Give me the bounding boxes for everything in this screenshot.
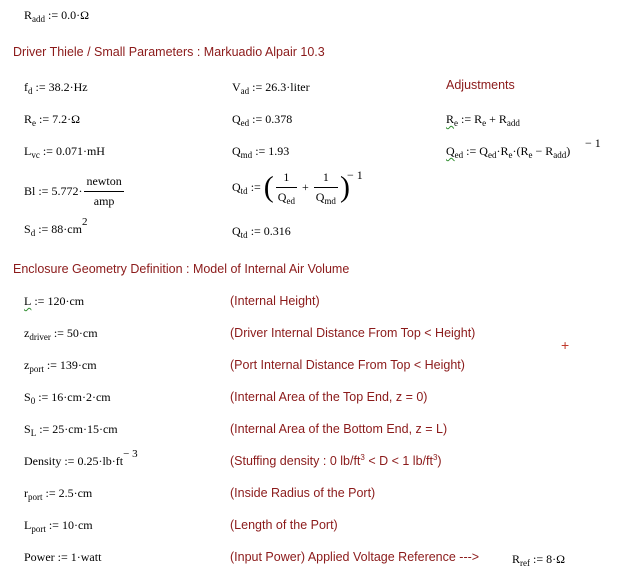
adjustments-heading: Adjustments [446,78,515,92]
re-adjustment[interactable]: $R_e$ := $R_e + R_{add}$ [446,112,520,128]
s0-comment: (Internal Area of the Top End, z = 0) [230,390,428,404]
s0-definition[interactable]: $S_0$ := 16·cm·2·cm [24,390,111,406]
height-definition[interactable]: L := 120·cm [24,294,85,308]
zport-definition[interactable]: $z_{port}$ := 139·cm [24,358,97,374]
sl-comment: (Internal Area of the Bottom End, z = L) [230,422,448,436]
driver-section-heading: Driver Thiele / Small Parameters : Markuadio Alpair 10.3 [13,45,325,59]
sl-definition[interactable]: $S_L$ := 25·cm·15·cm [24,422,118,438]
zport-comment: (Port Internal Distance From Top < Height) [230,358,465,372]
radd-definition[interactable]: $R_{add}$ := 0.0·Ω [24,8,90,24]
qmd-definition[interactable]: $Q_{md}$ := 1.93 [232,144,290,160]
density-comment: (Stuffing density : 0 $lb/ft^3 < D < 1$ $lb/ft^3$) [230,453,442,468]
qtd-definition[interactable]: $Q_{td}$ := 0.316 [232,224,291,240]
enclosure-section-heading: Enclosure Geometry Definition : Model of Internal Air Volume [13,262,350,276]
bl-unit-fraction: $\frac{\text{newton}}{\text{amp}}$ [86,174,122,208]
qtd-formula-exponent: − 1 [347,168,363,182]
qed-definition[interactable]: $Q_{ed}$ := 0.378 [232,112,293,128]
lport-definition[interactable]: $L_{port}$ := 10·cm [24,518,93,534]
rref-definition[interactable]: $R_{ref}$ := 8·Ω [512,552,566,568]
sd-definition[interactable]: $S_d$ := $88\cdot cm^2$ [24,216,88,238]
density-definition[interactable]: Density := $0.25\cdot lb\cdot ft^{- 3}$ [24,448,138,468]
power-definition[interactable]: Power := 1·watt [24,550,102,564]
qed-adjustment-exponent: − 1 [585,136,601,150]
qtd-formula[interactable]: $Q_{td}$ := ( $\frac{1}{Q_{ed}}$ + $\frac{1}{Q_{md}}$ ) [232,170,350,206]
power-comment: (Input Power) Applied Voltage Reference ---> [230,550,480,564]
rport-comment: (Inside Radius of the Port) [230,486,376,500]
height-comment: (Internal Height) [230,294,320,308]
lport-comment: (Length of the Port) [230,518,338,532]
zdriver-comment: (Driver Internal Distance From Top < Height) [230,326,476,340]
fd-definition[interactable]: $f_d$ := 38.2·Hz [24,80,88,96]
vad-definition[interactable]: $V_{ad}$ := 26.3·liter [232,80,310,96]
lvc-definition[interactable]: $L_{vc}$ := 0.071·mH [24,144,105,160]
crosshair-cursor[interactable]: + [561,337,570,353]
qed-adjustment[interactable]: $Q_{ed}$ := $Q_{ed}\cdot R_e\cdot(R_e - R_{add})$ [446,144,571,160]
bl-definition[interactable]: Bl := 5.772· $\frac{\text{newton}}{\text{amp}}$ [24,174,122,208]
zdriver-definition[interactable]: $z_{driver}$ := 50·cm [24,326,98,342]
re-definition[interactable]: $R_e$ := 7.2·Ω [24,112,81,128]
rport-definition[interactable]: $r_{port}$ := 2.5·cm [24,486,93,502]
